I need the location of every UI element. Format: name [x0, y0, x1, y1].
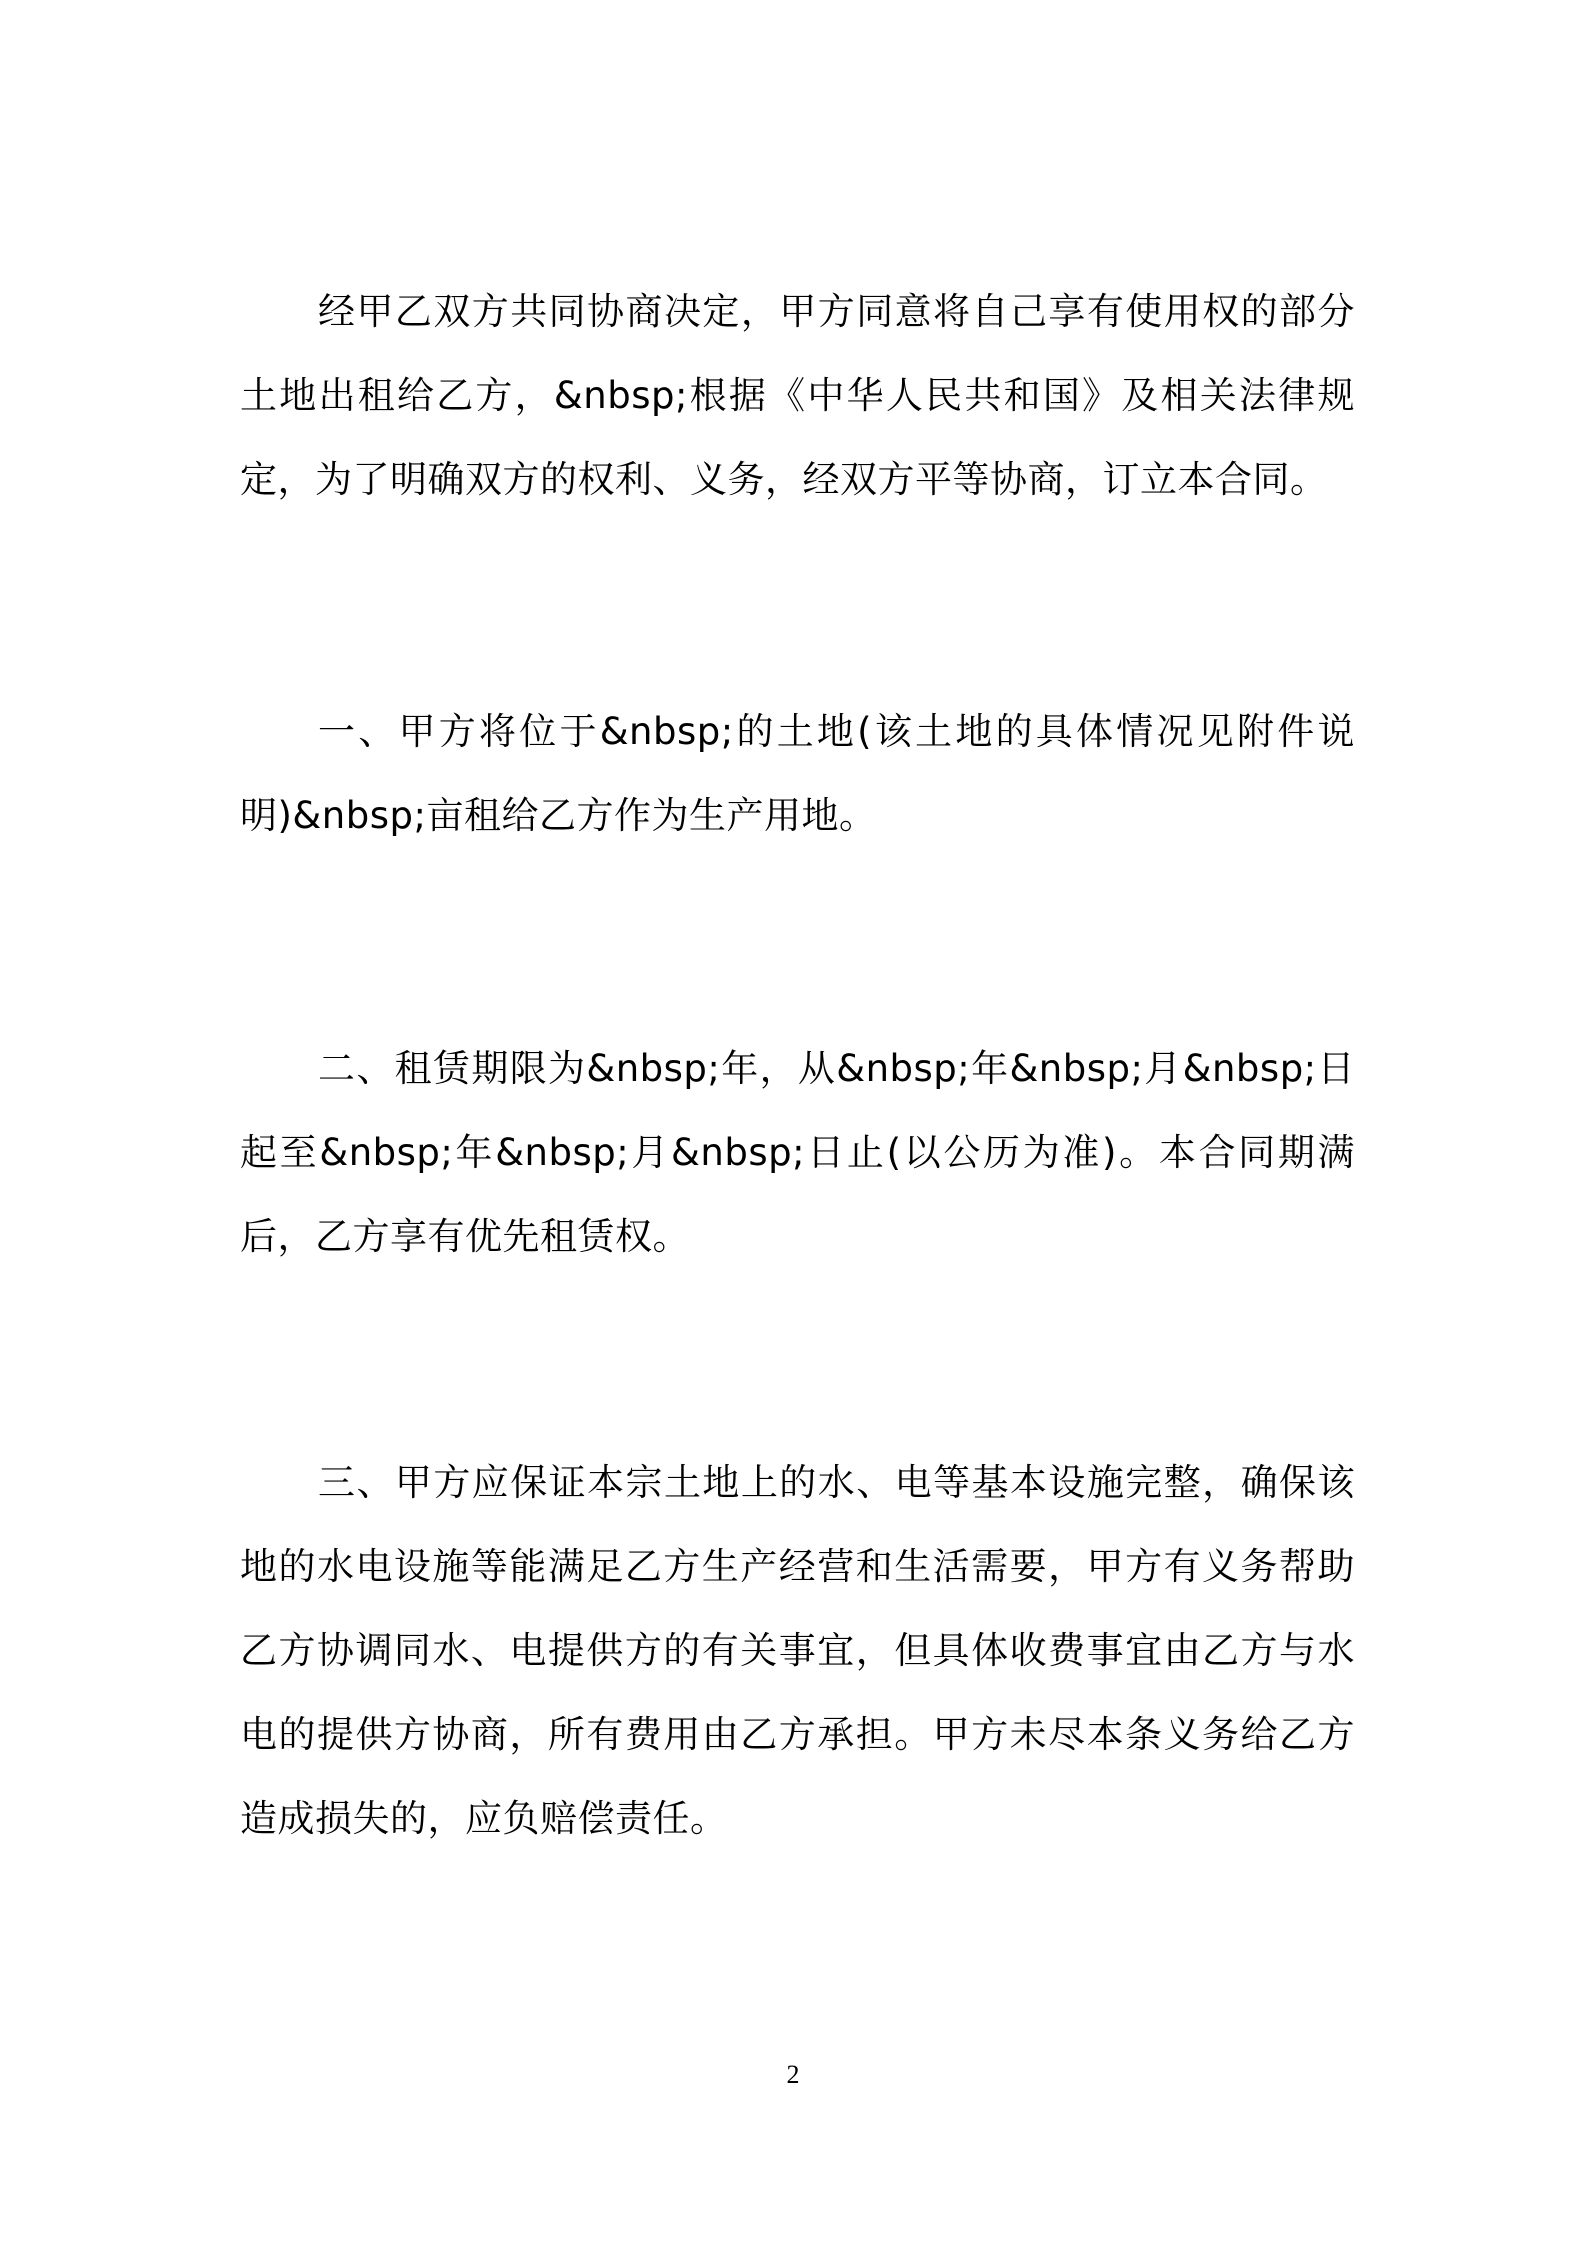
page-number: 2 [786, 2060, 800, 2089]
paragraph-clause-2: 二、租赁期限为&nbsp;年，从&nbsp;年&nbsp;月&nbsp;日起至&nbsp;年&nbsp;月&nbsp;日止(以公历为准)。本合同期满后，乙方享有优先租赁权。 [240, 1047, 1355, 1258]
paragraph-clause-1: 一、甲方将位于&nbsp;的土地(该土地的具体情况见附件说明)&nbsp;亩租给乙方作为生产用地。 [240, 710, 1355, 837]
paragraph-clause-3: 三、甲方应保证本宗土地上的水、电等基本设施完整，确保该地的水电设施等能满足乙方生产经营和生活需要，甲方有义务帮助乙方协调同水、电提供方的有关事宜，但具体收费事宜由乙方与水电的提供方协商，所有费用由乙方承担。甲方未尽本条义务给乙方造成损失的，应负赔偿责任。 [240, 1461, 1355, 1840]
paragraph-preamble: 经甲乙双方共同协商决定，甲方同意将自己享有使用权的部分土地出租给乙方，&nbsp;根据《中华人民共和国》及相关法律规定，为了明确双方的权利、义务，经双方平等协商，订立本合同。 [240, 290, 1355, 501]
